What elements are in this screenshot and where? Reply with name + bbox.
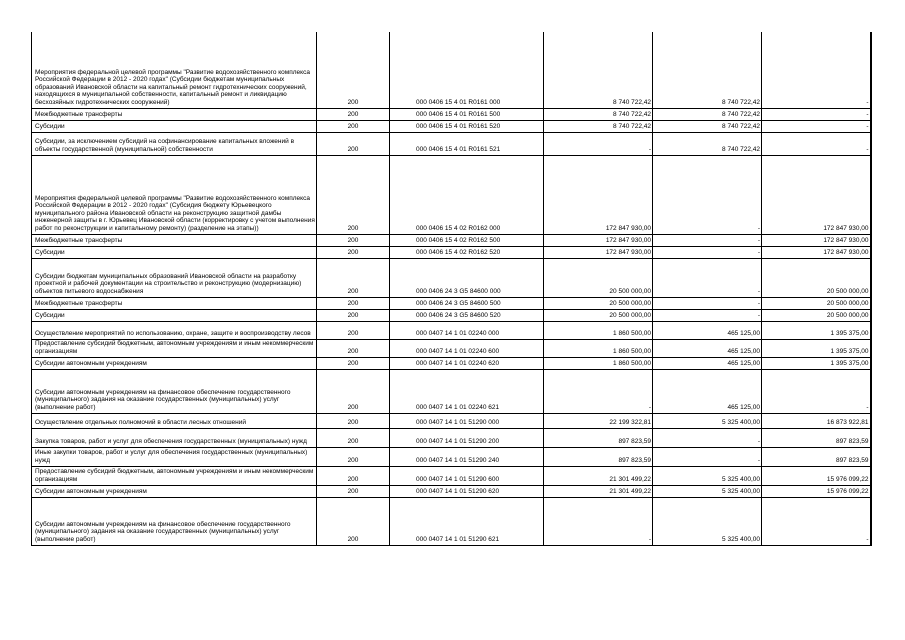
row-executed-amount-cell: 465 125,00 — [653, 321, 762, 339]
row-name-cell: Межбюджетные трансферты — [32, 234, 317, 246]
table-row — [32, 447, 871, 466]
row-budget-code-cell: 000 0406 24 3 G5 84600 520 — [390, 309, 544, 321]
row-budget-code-cell: 000 0407 14 1 01 51290 000 — [390, 413, 544, 428]
row-executed-amount-cell: - — [653, 258, 762, 297]
row-executed-amount-cell: 8 740 722,42 — [653, 132, 762, 155]
row-name-cell: Субсидии автономным учреждениям — [32, 485, 317, 497]
table-row — [32, 369, 871, 413]
table-row — [32, 321, 871, 339]
row-executed-amount-cell: 8 740 722,42 — [653, 120, 762, 132]
row-name-cell: Мероприятия федеральной целевой программы "Развитие водохозяйственного комплекса Российской Федерации в 2012 - 2020 годах" (Субсидии бюджетам муниципальных образований Ивановской области на капитальный ремонт гидротехнических сооружений, находящихся в муниципальной собственности, капитальный ремонт и ликвидацию бесхозяйных гидротехнических сооружений) — [32, 32, 317, 108]
row-admin-code-cell: 200 — [317, 246, 390, 258]
row-budget-code-cell: 000 0406 15 4 01 R0161 521 — [390, 132, 544, 155]
row-name-cell: Межбюджетные трансферты — [32, 108, 317, 120]
row-unexecuted-amount-cell: 897 823,59 — [762, 447, 871, 466]
row-unexecuted-amount-cell: 1 395 375,00 — [762, 357, 871, 369]
row-unexecuted-amount-cell: 20 500 000,00 — [762, 258, 871, 297]
row-executed-amount-cell: 5 325 400,00 — [653, 413, 762, 428]
row-admin-code-cell: 200 — [317, 357, 390, 369]
row-unexecuted-amount-cell: 16 873 922,81 — [762, 413, 871, 428]
budget-table-body — [32, 32, 871, 545]
row-name-cell: Субсидии — [32, 309, 317, 321]
row-budget-code-cell: 000 0406 15 4 01 R0161 520 — [390, 120, 544, 132]
row-name-cell: Субсидии — [32, 246, 317, 258]
row-unexecuted-amount-cell: 172 847 930,00 — [762, 155, 871, 234]
table-row — [32, 246, 871, 258]
row-approved-amount-cell: 1 860 500,00 — [544, 357, 653, 369]
row-budget-code-cell: 000 0407 14 1 01 51290 620 — [390, 485, 544, 497]
row-admin-code-cell: 200 — [317, 485, 390, 497]
row-approved-amount-cell: 897 823,59 — [544, 447, 653, 466]
row-executed-amount-cell: 5 325 400,00 — [653, 485, 762, 497]
row-approved-amount-cell: - — [544, 132, 653, 155]
row-unexecuted-amount-cell: - — [762, 497, 871, 545]
row-admin-code-cell: 200 — [317, 447, 390, 466]
row-admin-code-cell: 200 — [317, 339, 390, 357]
row-admin-code-cell: 200 — [317, 428, 390, 447]
row-executed-amount-cell: 5 325 400,00 — [653, 466, 762, 485]
row-admin-code-cell: 200 — [317, 120, 390, 132]
row-executed-amount-cell: - — [653, 447, 762, 466]
row-executed-amount-cell: - — [653, 309, 762, 321]
row-budget-code-cell: 000 0406 15 4 02 R0162 520 — [390, 246, 544, 258]
row-executed-amount-cell: 5 325 400,00 — [653, 497, 762, 545]
table-row — [32, 466, 871, 485]
row-unexecuted-amount-cell: 1 395 375,00 — [762, 339, 871, 357]
row-approved-amount-cell: 897 823,59 — [544, 428, 653, 447]
row-name-cell: Мероприятия федеральной целевой программы "Развитие водохозяйственного комплекса Российской Федерации в 2012 - 2020 годах" (Субсидия бюджету Юрьевецкого муниципального района Ивановской области на реконструкцию защитной дамбы инженерной защиты в г. Юрьевец Ивановской области (корректировку с учетом выполнения работ по реконструкции и капитальному ремонту) (разделение на этапы)) — [32, 155, 317, 234]
row-name-cell: Субсидии автономным учреждениям — [32, 357, 317, 369]
row-approved-amount-cell: 20 500 000,00 — [544, 309, 653, 321]
row-approved-amount-cell: 20 500 000,00 — [544, 297, 653, 309]
row-unexecuted-amount-cell: 1 395 375,00 — [762, 321, 871, 339]
row-unexecuted-amount-cell: - — [762, 32, 871, 108]
row-approved-amount-cell: 22 199 322,81 — [544, 413, 653, 428]
row-unexecuted-amount-cell: - — [762, 108, 871, 120]
row-budget-code-cell: 000 0407 14 1 01 51290 621 — [390, 497, 544, 545]
budget-table — [31, 32, 872, 546]
row-admin-code-cell: 200 — [317, 297, 390, 309]
table-row — [32, 339, 871, 357]
table-row — [32, 357, 871, 369]
row-unexecuted-amount-cell: 172 847 930,00 — [762, 234, 871, 246]
row-name-cell: Межбюджетные трансферты — [32, 297, 317, 309]
table-row — [32, 258, 871, 297]
row-budget-code-cell: 000 0407 14 1 01 02240 620 — [390, 357, 544, 369]
row-approved-amount-cell: 1 860 500,00 — [544, 321, 653, 339]
row-budget-code-cell: 000 0406 15 4 02 R0162 000 — [390, 155, 544, 234]
table-row — [32, 309, 871, 321]
row-admin-code-cell: 200 — [317, 32, 390, 108]
row-unexecuted-amount-cell: 172 847 930,00 — [762, 246, 871, 258]
row-name-cell: Субсидии автономным учреждениям на финансовое обеспечение государственного (муниципального) задания на оказание государственных (муниципальных) услуг (выполнение работ) — [32, 369, 317, 413]
row-budget-code-cell: 000 0406 24 3 G5 84600 000 — [390, 258, 544, 297]
row-executed-amount-cell: - — [653, 428, 762, 447]
row-unexecuted-amount-cell: 20 500 000,00 — [762, 297, 871, 309]
row-budget-code-cell: 000 0407 14 1 01 02240 621 — [390, 369, 544, 413]
row-admin-code-cell: 200 — [317, 321, 390, 339]
row-admin-code-cell: 200 — [317, 309, 390, 321]
row-unexecuted-amount-cell: 20 500 000,00 — [762, 309, 871, 321]
row-unexecuted-amount-cell: - — [762, 369, 871, 413]
row-name-cell: Иные закупки товаров, работ и услуг для обеспечения государственных (муниципальных) нужд — [32, 447, 317, 466]
row-admin-code-cell: 200 — [317, 369, 390, 413]
table-row — [32, 32, 871, 108]
row-admin-code-cell: 200 — [317, 234, 390, 246]
row-name-cell: Субсидии автономным учреждениям на финансовое обеспечение государственного (муниципального) задания на оказание государственных (муниципальных) услуг (выполнение работ) — [32, 497, 317, 545]
table-row — [32, 108, 871, 120]
row-admin-code-cell: 200 — [317, 466, 390, 485]
row-name-cell: Предоставление субсидий бюджетным, автономным учреждениям и иным некоммерческим организациям — [32, 466, 317, 485]
row-approved-amount-cell: 172 847 930,00 — [544, 155, 653, 234]
row-unexecuted-amount-cell: 15 976 099,22 — [762, 485, 871, 497]
table-row — [32, 120, 871, 132]
row-approved-amount-cell: 21 301 499,22 — [544, 466, 653, 485]
row-budget-code-cell: 000 0406 15 4 01 R0161 000 — [390, 32, 544, 108]
row-unexecuted-amount-cell: - — [762, 120, 871, 132]
table-row — [32, 155, 871, 234]
row-approved-amount-cell: - — [544, 369, 653, 413]
row-name-cell: Предоставление субсидий бюджетным, автономным учреждениям и иным некоммерческим организациям — [32, 339, 317, 357]
row-approved-amount-cell: 21 301 499,22 — [544, 485, 653, 497]
row-budget-code-cell: 000 0406 15 4 02 R0162 500 — [390, 234, 544, 246]
row-approved-amount-cell: 8 740 722,42 — [544, 32, 653, 108]
row-executed-amount-cell: 8 740 722,42 — [653, 32, 762, 108]
row-unexecuted-amount-cell: 897 823,59 — [762, 428, 871, 447]
row-admin-code-cell: 200 — [317, 108, 390, 120]
row-name-cell: Осуществление отдельных полномочий в области лесных отношений — [32, 413, 317, 428]
row-budget-code-cell: 000 0407 14 1 01 02240 600 — [390, 339, 544, 357]
row-budget-code-cell: 000 0407 14 1 01 51290 240 — [390, 447, 544, 466]
row-executed-amount-cell: - — [653, 297, 762, 309]
row-budget-code-cell: 000 0407 14 1 01 51290 200 — [390, 428, 544, 447]
row-approved-amount-cell: 8 740 722,42 — [544, 108, 653, 120]
row-executed-amount-cell: 465 125,00 — [653, 339, 762, 357]
row-admin-code-cell: 200 — [317, 497, 390, 545]
table-row — [32, 234, 871, 246]
row-admin-code-cell: 200 — [317, 258, 390, 297]
row-admin-code-cell: 200 — [317, 155, 390, 234]
row-budget-code-cell: 000 0407 14 1 01 51290 600 — [390, 466, 544, 485]
row-executed-amount-cell: - — [653, 246, 762, 258]
row-approved-amount-cell: 20 500 000,00 — [544, 258, 653, 297]
row-approved-amount-cell: 172 847 930,00 — [544, 246, 653, 258]
row-executed-amount-cell: - — [653, 155, 762, 234]
row-name-cell: Субсидии бюджетам муниципальных образований Ивановской области на разработку проектной и рабочей документации на строительство и реконструкцию (модернизацию) объектов питьевого водоснабжения — [32, 258, 317, 297]
table-row — [32, 132, 871, 155]
row-executed-amount-cell: 465 125,00 — [653, 369, 762, 413]
row-budget-code-cell: 000 0407 14 1 01 02240 000 — [390, 321, 544, 339]
row-admin-code-cell: 200 — [317, 132, 390, 155]
table-row — [32, 497, 871, 545]
row-approved-amount-cell: 8 740 722,42 — [544, 120, 653, 132]
row-admin-code-cell: 200 — [317, 413, 390, 428]
row-approved-amount-cell: 172 847 930,00 — [544, 234, 653, 246]
row-executed-amount-cell: 465 125,00 — [653, 357, 762, 369]
row-unexecuted-amount-cell: 15 976 099,22 — [762, 466, 871, 485]
row-unexecuted-amount-cell: - — [762, 132, 871, 155]
table-row — [32, 428, 871, 447]
row-executed-amount-cell: - — [653, 234, 762, 246]
table-row — [32, 413, 871, 428]
table-row — [32, 485, 871, 497]
row-approved-amount-cell: - — [544, 497, 653, 545]
row-name-cell: Осуществление мероприятий по использованию, охране, защите и воспроизводству лесов — [32, 321, 317, 339]
row-approved-amount-cell: 1 860 500,00 — [544, 339, 653, 357]
row-name-cell: Субсидии — [32, 120, 317, 132]
row-budget-code-cell: 000 0406 15 4 01 R0161 500 — [390, 108, 544, 120]
row-name-cell: Субсидии, за исключением субсидий на софинансирование капитальных вложений в объекты государственной (муниципальной) собственности — [32, 132, 317, 155]
table-row — [32, 297, 871, 309]
row-name-cell: Закупка товаров, работ и услуг для обеспечения государственных (муниципальных) нужд — [32, 428, 317, 447]
row-executed-amount-cell: 8 740 722,42 — [653, 108, 762, 120]
row-budget-code-cell: 000 0406 24 3 G5 84600 500 — [390, 297, 544, 309]
